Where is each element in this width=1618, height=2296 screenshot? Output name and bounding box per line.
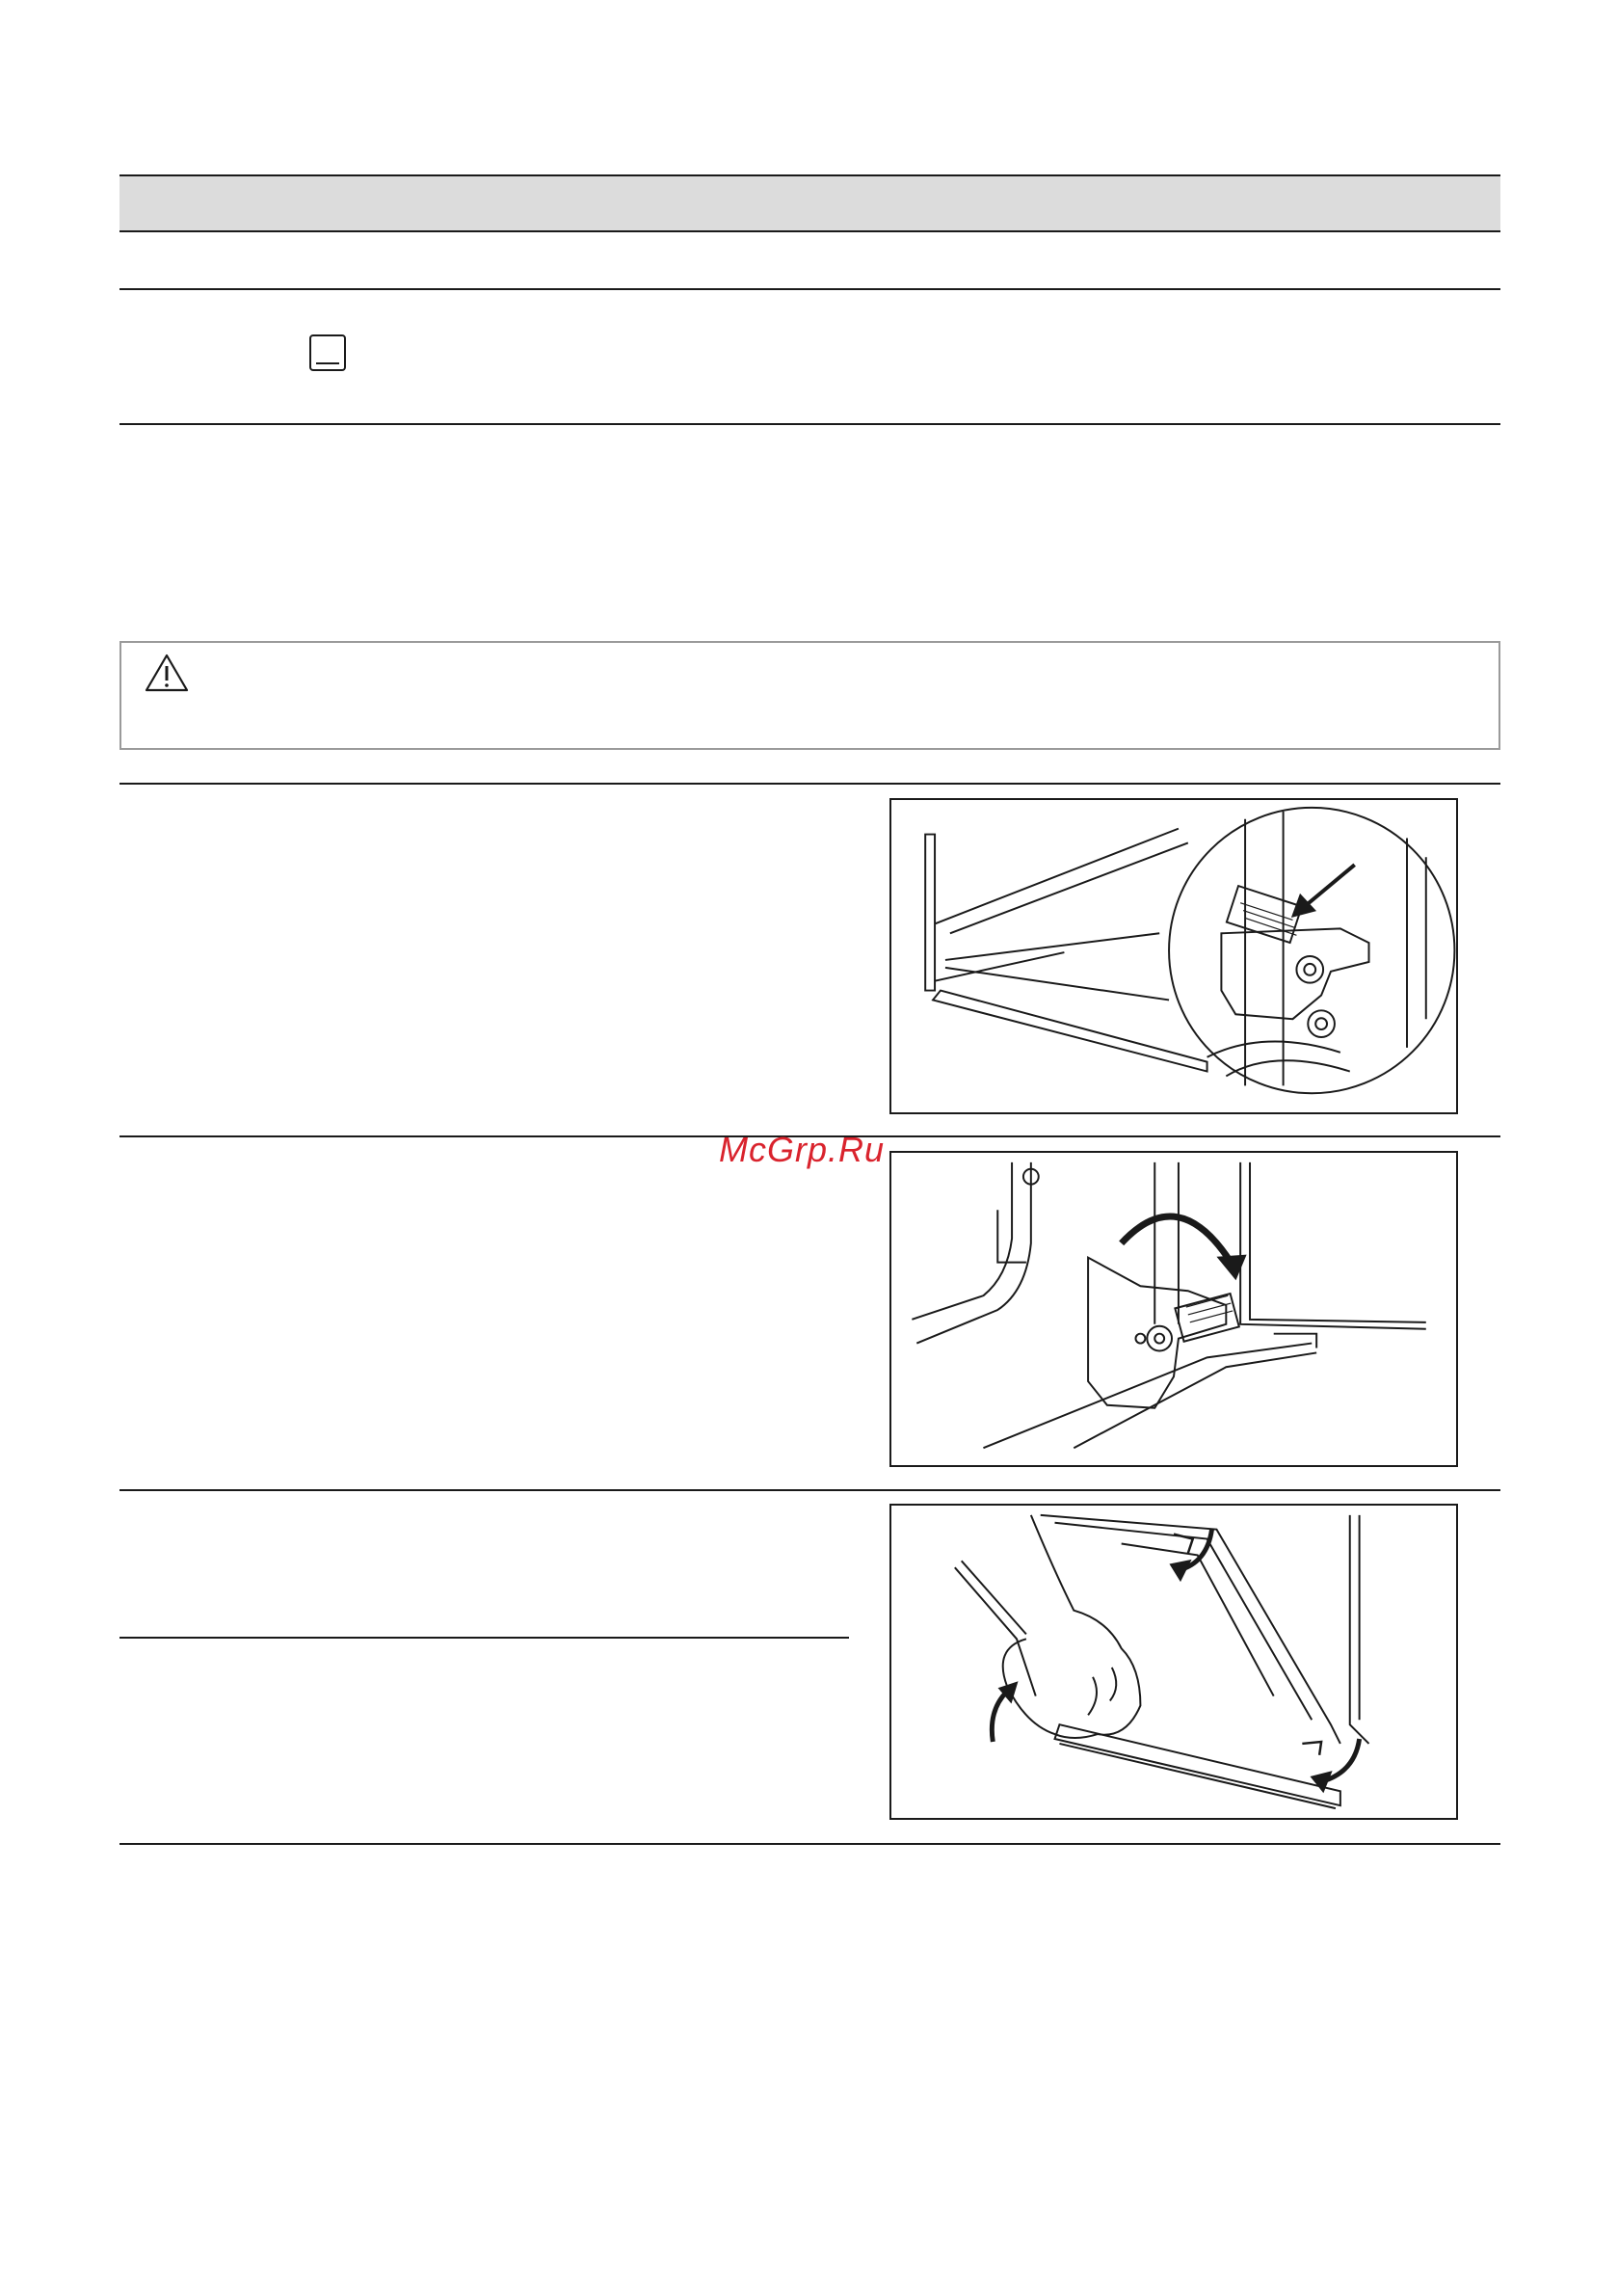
oven-bottom-heat-icon bbox=[309, 334, 346, 371]
figure-hinge-lever-rotate bbox=[889, 1151, 1458, 1467]
watermark: McGrp.Ru bbox=[719, 1130, 886, 1169]
warning-box bbox=[119, 641, 1500, 750]
step-rule-4 bbox=[119, 1843, 1500, 1845]
step-substep-rule bbox=[119, 1637, 849, 1639]
step-rule-3 bbox=[119, 1489, 1500, 1491]
figure-hinge-lever-unlock bbox=[889, 798, 1458, 1114]
section-header-band bbox=[119, 174, 1500, 232]
figure-door-lift bbox=[889, 1504, 1458, 1820]
step-rule-1 bbox=[119, 783, 1500, 785]
warning-triangle-icon bbox=[144, 653, 190, 693]
table-top-rule bbox=[119, 288, 1500, 290]
table-bottom-rule bbox=[119, 423, 1500, 425]
